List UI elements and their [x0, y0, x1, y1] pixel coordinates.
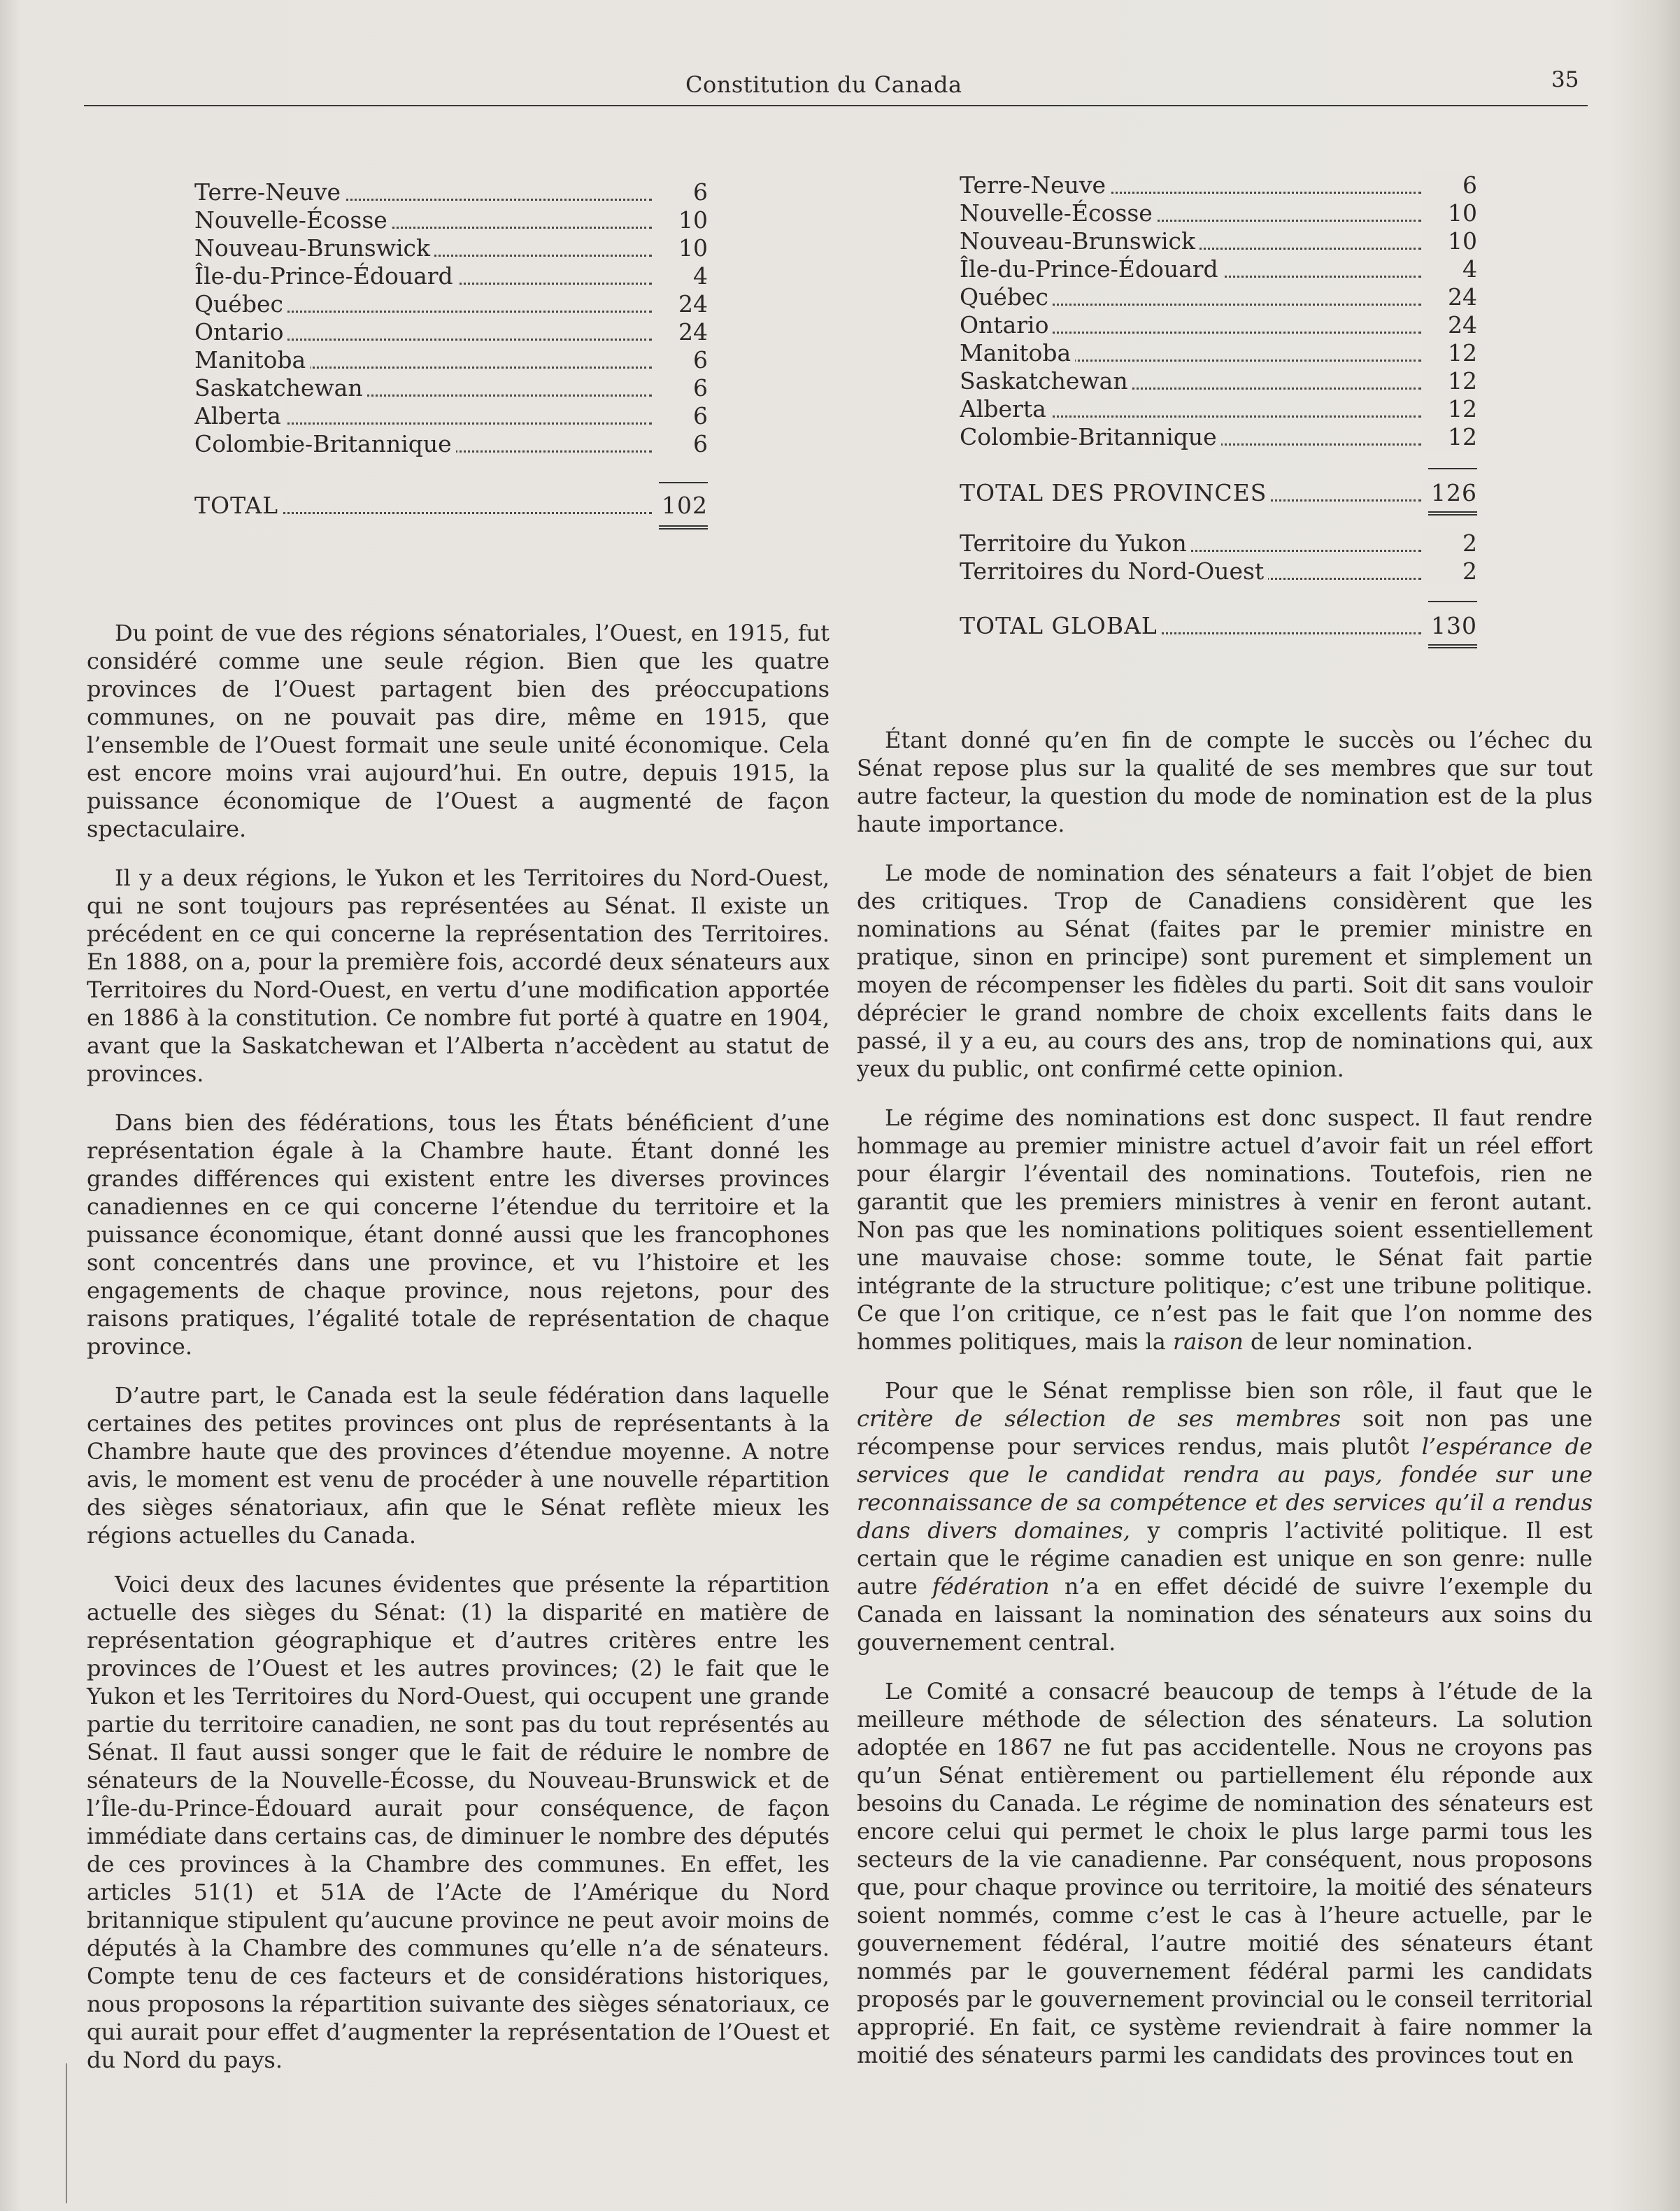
sum-rule [1428, 468, 1477, 469]
table-row: Île-du-Prince-Édouard 4 [194, 262, 708, 290]
header-rule [84, 105, 1588, 106]
table-row: Colombie-Britannique 12 [960, 423, 1477, 450]
table-row: Québec 24 [194, 290, 708, 318]
paragraph: Le Comité a consacré beaucoup de temps à l’étude de la meilleure méthode de sélection des sénateurs. La solution adoptée en 1867 ne fut pas accidentelle. Nous ne croyons pas qu’un Sénat entièrement ou partiellement élu réponde aux besoins du Canada. Le régime de nomination des sénateurs est encore celui qui permet le choix le plus large parmi tous les secteurs de la vie canadienne. Par conséquent, nous proposons que, pour chaque province ou territoire, la moitié des sénateurs soient nommés, comme c’est le cas à l’heure actuelle, par le gouvernement fédéral, l’autre moitié des sénateurs étant nommés par le gouvernement fédéral parmi les candidats proposés par le gouvernement provincial ou le conseil territorial approprié. En fait, ce système reviendrait à faire nommer la moitié des sénateurs parmi les candidats des provinces tout en [857, 1678, 1593, 2068]
double-rule [1428, 644, 1477, 648]
paragraph: Voici deux des lacunes évidentes que présente la répartition actuelle des sièges du Sénat: (1) la disparité en matière de représentation géographique et d’autres critères entre les provinces de l’Ouest et les autres provinces; (2) le fait que le Yukon et les Territoires du Nord-Ouest, qui occupent une grande partie du territoire canadien, ne sont pas du tout représentés au Sénat. Il faut aussi songer que le fait de réduire le nombre de sénateurs de la Nouvelle-Écosse, du Nouveau-Brunswick et de l’Île-du-Prince-Édouard aurait pour conséquence, de façon immédiate dans certains cas, de diminuer le nombre des députés de ces provinces à la Chambre des communes. En effet, les articles 51(1) et 51A de l’Acte de l’Amérique du Nord britannique stipulent qu’aucune province ne peut avoir moins de députés à la Chambre des communes qu’elle n’a de sénateurs. Compte tenu de ces facteurs et de considérations historiques, nous proposons la répartition suivante des sièges sénatoriaux, ce qui aurait pour effet d’augmenter la représentation de l’Ouest et du Nord du pays. [87, 1571, 830, 2073]
table-row: Nouveau-Brunswick 10 [960, 227, 1477, 255]
paragraph: Il y a deux régions, le Yukon et les Territoires du Nord-Ouest, qui ne sont toujours pas représentées au Sénat. Il existe un précédent en ce qui concerne la représentation des Territoires. En 1888, on a, pour la première fois, accordé deux sénateurs aux Territoires du Nord-Ouest, en vertu d’une modification apportée en 1886 à la constitution. Ce nombre fut porté à quatre en 1904, avant que la Saskatchewan et l’Alberta n’accèdent au statut de provinces. [87, 865, 830, 1087]
provinces-total-row: TOTAL DES PROVINCES 126 [960, 479, 1477, 506]
table-row: Alberta 12 [960, 395, 1477, 422]
table-row: Territoires du Nord-Ouest 2 [960, 557, 1477, 585]
left-text-column [87, 619, 830, 2095]
table-row: Nouvelle-Écosse 10 [960, 199, 1477, 227]
paragraph: D’autre part, le Canada est la seule fédération dans laquelle certaines des petites provinces ont plus de représentants à la Chambre haute que des provinces d’étendue moyenne. A notre avis, le moment est venu de procéder à une nouvelle répartition des sièges sénatoriaux, afin que le Sénat reflète mieux les régions actuelles du Canada. [87, 1382, 830, 1549]
running-head-title: Constitution du Canada [685, 71, 962, 98]
grand-total-row: TOTAL GLOBAL 130 [960, 612, 1477, 639]
table-row: Île-du-Prince-Édouard 4 [960, 255, 1477, 283]
right-text-column [857, 726, 1593, 2090]
double-rule [1428, 511, 1477, 516]
table-row: Alberta 6 [194, 402, 708, 429]
table-row: Saskatchewan 6 [194, 374, 708, 401]
table-row: Saskatchewan 12 [960, 367, 1477, 394]
paragraph: Le régime des nominations est donc suspect. Il faut rendre hommage au premier ministre actuel d’avoir fait un réel effort pour élargir l’éventail des nominations. Toutefois, rien ne garantit que les premiers ministres à venir en feront autant. Non pas que les nominations politiques soient essentiellement une mauvaise chose: somme toute, le Sénat fait partie intégrante de la structure politique; c’est une tribune politique. Ce que l’on critique, ce n’est pas le fait que l’on nomme des hommes politiques, mais la raison de leur nomination. [857, 1104, 1593, 1355]
paragraph: Du point de vue des régions sénatoriales, l’Ouest, en 1915, fut considéré comme une seule région. Bien que les quatre provinces de l’Ouest partagent bien des préoccupations communes, on ne pouvait pas dire, même en 1915, que l’ensemble de l’Ouest formait une seule unité économique. Cela est encore moins vrai aujourd’hui. En outre, depuis 1915, la puissance économique de l’Ouest a augmenté de façon spectaculaire. [87, 620, 830, 842]
binding-edge [66, 2063, 67, 2203]
sum-rule [659, 482, 708, 483]
table-row: Terre-Neuve 6 [194, 178, 708, 206]
paragraph: Le mode de nomination des sénateurs a fait l’objet de bien des critiques. Trop de Canadiens considèrent que les nominations au Sénat (faites par le premier ministre en pratique, sinon en principe) sont purement et simplement un moyen de récompenser les fidèles du parti. Soit dit sans vouloir déprécier le grand nombre de choix excellents faits dans le passé, il y a eu, au cours des ans, trop de nominations qui, aux yeux du public, ont confirmé cette opinion. [857, 860, 1593, 1082]
total-row: TOTAL 102 [194, 492, 708, 519]
table-row: Ontario 24 [960, 311, 1477, 339]
table-row: Manitoba 6 [194, 346, 708, 374]
current-seat-table [194, 178, 708, 529]
paragraph: Étant donné qu’en fin de compte le succès ou l’échec du Sénat repose plus sur la qualité de ses membres que sur tout autre facteur, la question du mode de nomination est de la plus haute importance. [857, 727, 1593, 837]
table-row: Terre-Neuve 6 [960, 171, 1477, 199]
paragraph: Pour que le Sénat remplisse bien son rôle, il faut que le critère de sélection de ses membres soit non pas une récompense pour services rendus, mais plutôt l’espérance de services que le candidat rendra au pays, fondée sur une reconnaissance de sa compétence et des services qu’il a rendus dans divers domaines, y compris l’activité politique. Il est certain que le régime canadien est unique en son genre: nulle autre fédération n’a en effet décidé de suivre l’exemple du Canada en laissant la nomination des sénateurs aux soins du gouvernement central. [857, 1377, 1593, 1656]
paragraph: Dans bien des fédérations, tous les États bénéficient d’une représentation égale à la Chambre haute. Étant donné les grandes différences qui existent entre les diverses provinces canadiennes en ce qui concerne l’étendue du territoire et la puissance économique, étant donné aussi que les francophones sont concentrés dans une province, et vu l’histoire et les engagements de chaque province, nous rejetons, pour des raisons pratiques, l’égalité totale de représentation de chaque province. [87, 1109, 830, 1360]
double-rule [659, 525, 708, 529]
table-row: Ontario 24 [194, 318, 708, 346]
proposed-seat-table [960, 171, 1477, 648]
table-row: Colombie-Britannique 6 [194, 430, 708, 457]
page-number: 35 [1551, 67, 1579, 92]
table-row: Nouvelle-Écosse 10 [194, 206, 708, 234]
table-row: Québec 24 [960, 283, 1477, 311]
table-row: Manitoba 12 [960, 339, 1477, 367]
table-row: Territoire du Yukon 2 [960, 529, 1477, 557]
sum-rule [1428, 601, 1477, 602]
table-row: Nouveau-Brunswick 10 [194, 234, 708, 262]
